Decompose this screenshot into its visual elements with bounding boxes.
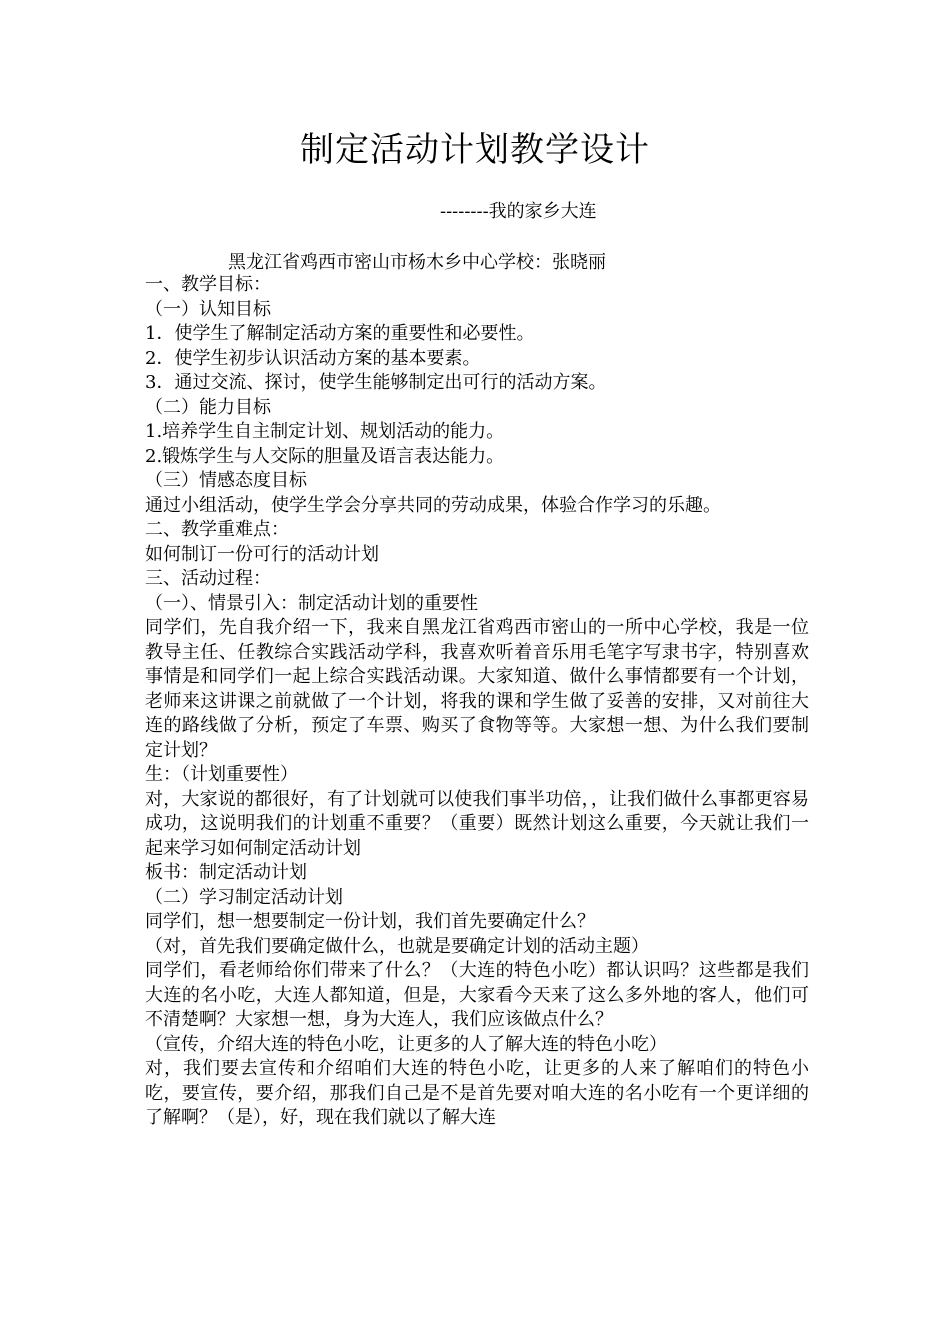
subheading-emotion: （三）情感态度目标 [145,470,307,491]
list-item: 1.培养学生自主制定计划、规划活动的能力。 [145,421,505,442]
paragraph-intro: 同学们，先自我介绍一下，我来自黑龙江省鸡西市密山的一所中心学校，我是一位教导主任、任教综合实践活动学科，我喜欢听着音乐用毛笔字写隶书字，特别喜欢事情是和同学们一起上综合实践活动课。大家知道、做什么事情都要有一个计划，老师来这讲课之前就做了一个计划，将我的课和学生做了妥善的安排，又对前往大连的路线做了分析，预定了车票、购买了食物等等。大家想一想、为什么我们要制定计划？ [145,617,809,761]
subheading-intro: （一）、情景引入：制定活动计划的重要性 [145,592,478,614]
document-title: 制定活动计划教学设计 [300,130,650,170]
subheading-learn: （二）学习制定活动计划 [145,886,343,908]
subheading-ability: （二）能力目标 [145,396,271,418]
author-line: 黑龙江省鸡西市密山市杨木乡中心学校：张晓丽 [228,252,606,273]
text-line: （对，首先我们要确定做什么，也就是要确定计划的活动主题） [145,935,649,957]
text-line: 如何制订一份可行的活动计划 [145,543,379,565]
paragraph-final: 对，我们要去宣传和介绍咱们大连的特色小吃，让更多的人来了解咱们的特色小吃，要宣传，要介绍，那我们自己是不是首先要对咱大连的名小吃有一个更详细的了解啊？（是），好，现在我们就以了解大连 [145,1058,809,1128]
list-item: 2．使学生初步认识活动方案的基本要素。 [145,347,481,369]
paragraph-plan: 对，大家说的都很好，有了计划就可以使我们事半功倍，，让我们做什么事都更容易成功，这说明我们的计划重不重要？（重要）既然计划这么重要，今天就让我们一起来学习如何制定活动计划 [145,788,809,859]
list-item: 3．通过交流、探讨，使学生能够制定出可行的活动方案。 [145,372,607,393]
list-item: 1．使学生了解制定活动方案的重要性和必要性。 [145,323,535,344]
section-heading-goals: 一、教学目标： [145,274,271,295]
document-body [145,273,809,1131]
subheading-cognitive: （一）认知目标 [145,298,271,320]
section-heading-process: 三、活动过程： [145,568,271,589]
paragraph-snack: 同学们，看老师给你们带来了什么？（大连的特色小吃）都认识吗？这些都是我们大连的名小吃，大连人都知道，但是，大家看今天来了这么多外地的客人，他们可不清楚啊？大家想一想，身为大连人，我们应该做点什么？ [145,960,809,1030]
text-line: 同学们，想一想要制定一份计划，我们首先要确定什么？ [145,911,595,932]
text-line: （宣传，介绍大连的特色小吃，让更多的人了解大连的特色小吃） [145,1033,667,1055]
text-line: 板书：制定活动计划 [145,862,307,883]
paragraph-emotion: 通过小组活动，使学生学会分享共同的劳动成果，体验合作学习的乐趣。 [145,494,721,516]
list-item: 2.锻炼学生与人交际的胆量及语言表达能力。 [145,445,505,467]
document-subtitle: --------我的家乡大连 [440,201,597,222]
section-heading-difficulties: 二、教学重难点： [145,519,289,540]
text-line: 生：（计划重要性） [145,764,298,785]
